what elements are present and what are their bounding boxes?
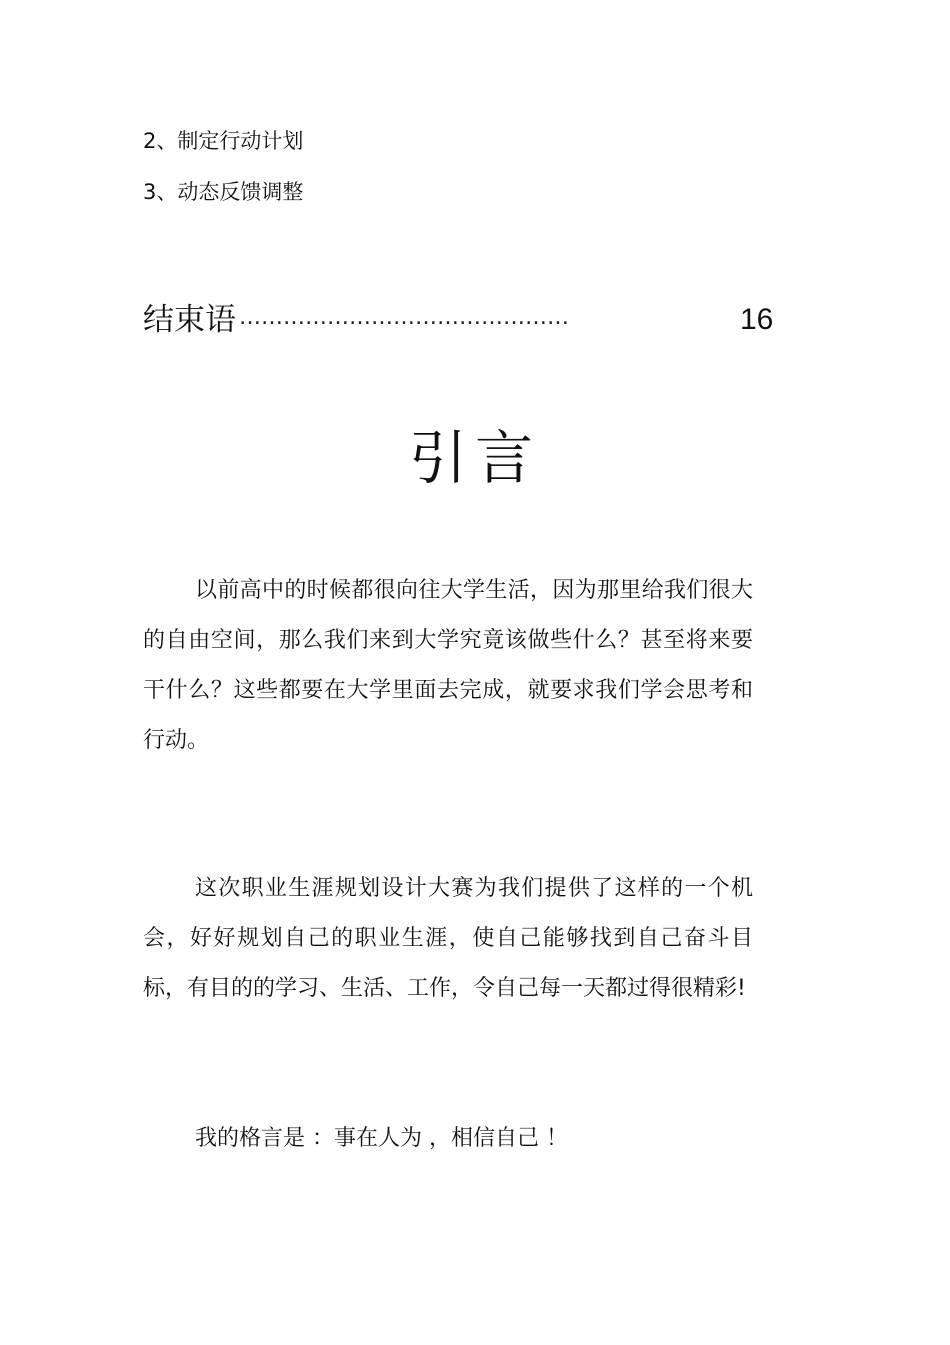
paragraph-motto: 我的格言是 ：事在人为 ，相信自己 ！ [195, 1126, 568, 1151]
paragraph-intro: 以前高中的时候都很向往大学生活，因为那里给我们很大的自由空间，那么我们来到大学究竟该做些什么？甚至将来要干什么？这些都要在大学里面去完成，就要求我们学会思考和行动。 [143, 578, 753, 753]
paragraph-career-contest: 这次职业生涯规划设计大赛为我们提供了这样的一个机会，好好规划自己的职业生涯，使自己能够找到自己奋斗目标，有目的的学习、生活、工作，令自己每一天都过得很精彩! [143, 876, 753, 1001]
toc-entry-label: 结束语 [143, 302, 236, 338]
toc-item-action-plan: 2、制定行动计划 [143, 129, 304, 153]
toc-leader-dots: ……………………………………… [239, 305, 569, 330]
toc-entry-conclusion [143, 298, 783, 342]
toc-item-feedback-adjust: 3、动态反馈调整 [143, 180, 304, 204]
toc-page-number: 16 [740, 303, 774, 336]
section-title: 引言 [408, 424, 541, 492]
